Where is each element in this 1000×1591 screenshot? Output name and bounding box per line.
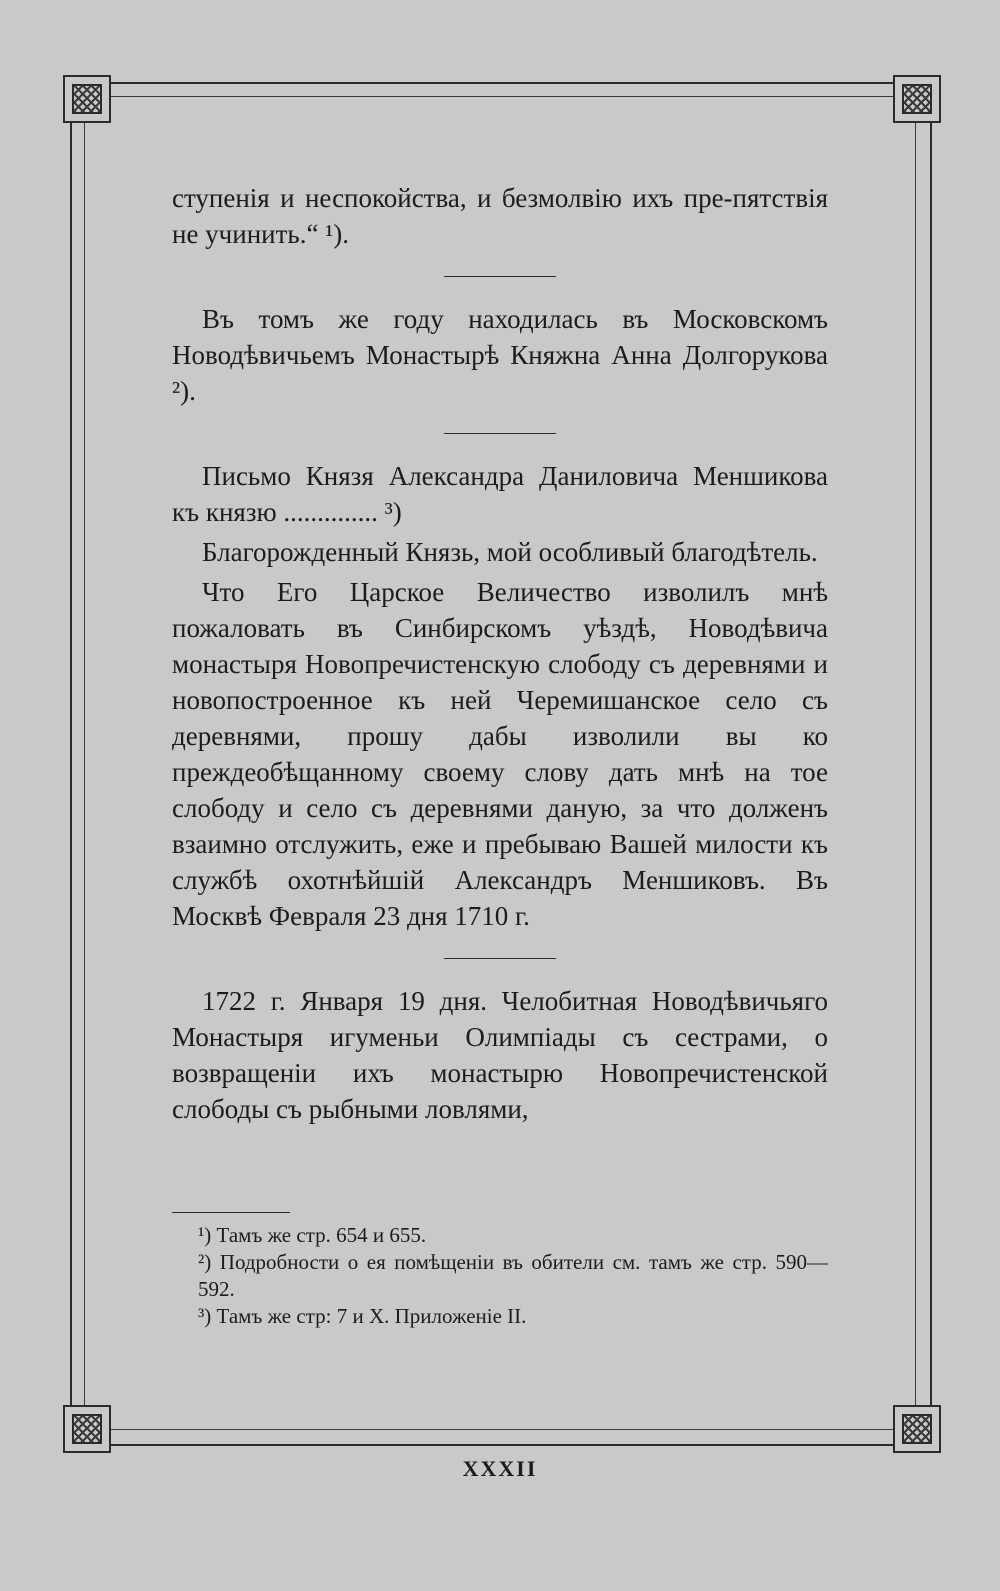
footnote: ³) Тамъ же стр: 7 и Х. Приложеніе II. <box>198 1304 527 1328</box>
footnote-divider <box>172 1212 290 1213</box>
footnote: ¹) Тамъ же стр. 654 и 655. <box>198 1223 427 1247</box>
corner-ornament-icon <box>63 75 111 123</box>
paragraph: Что Его Царское Величество изволилъ мнѣ пожаловать въ Синбирскомъ уѣздѣ, Новодѣвича монастыря Новопречистенскую слободу съ деревнями и новопостроенное къ ней Черемишанское село съ деревнями, прошу дабы изволили вы ко преждеобѣщанному своему слову дать мнѣ на тое слободу и село съ деревнями даную, за что долженъ взаимно отслужить, еже и пребываю Вашей милости къ службѣ охотнѣйшій Александръ Меншиковъ. Въ Москвѣ Февраля 23 дня 1710 г. <box>172 577 828 931</box>
footnotes <box>198 1222 828 1330</box>
paragraph: 1722 г. Января 19 дня. Челобитная Новодѣвичьяго Монастыря игуменьи Олимпіады съ сестрами, о возвращеніи ихъ монастырю Новопречистенской слободы съ рыбными ловлями, <box>172 986 828 1124</box>
corner-ornament-icon <box>893 1405 941 1453</box>
page-body <box>172 180 828 1127</box>
corner-ornament-icon <box>893 75 941 123</box>
paragraph: ступенія и неспокойства, и безмолвію ихъ пре-пятствія не учинить.“ ¹). <box>172 183 828 249</box>
section-divider <box>444 433 556 434</box>
paragraph: Благорожденный Князь, мой особливый благодѣтель. <box>202 537 818 567</box>
section-divider <box>444 276 556 277</box>
paragraph: Въ томъ же году находилась въ Московскомъ Новодѣвичьемъ Монастырѣ Княжна Анна Долгорукова ²). <box>172 304 828 406</box>
page-number: XXXII <box>462 1456 538 1481</box>
section-divider <box>444 958 556 959</box>
corner-ornament-icon <box>63 1405 111 1453</box>
paragraph: Письмо Князя Александра Даниловича Меншикова къ князю .............. ³) <box>172 461 828 527</box>
footnote: ²) Подробности о ея помѣщеніи въ обители см. тамъ же стр. 590—592. <box>198 1250 828 1301</box>
